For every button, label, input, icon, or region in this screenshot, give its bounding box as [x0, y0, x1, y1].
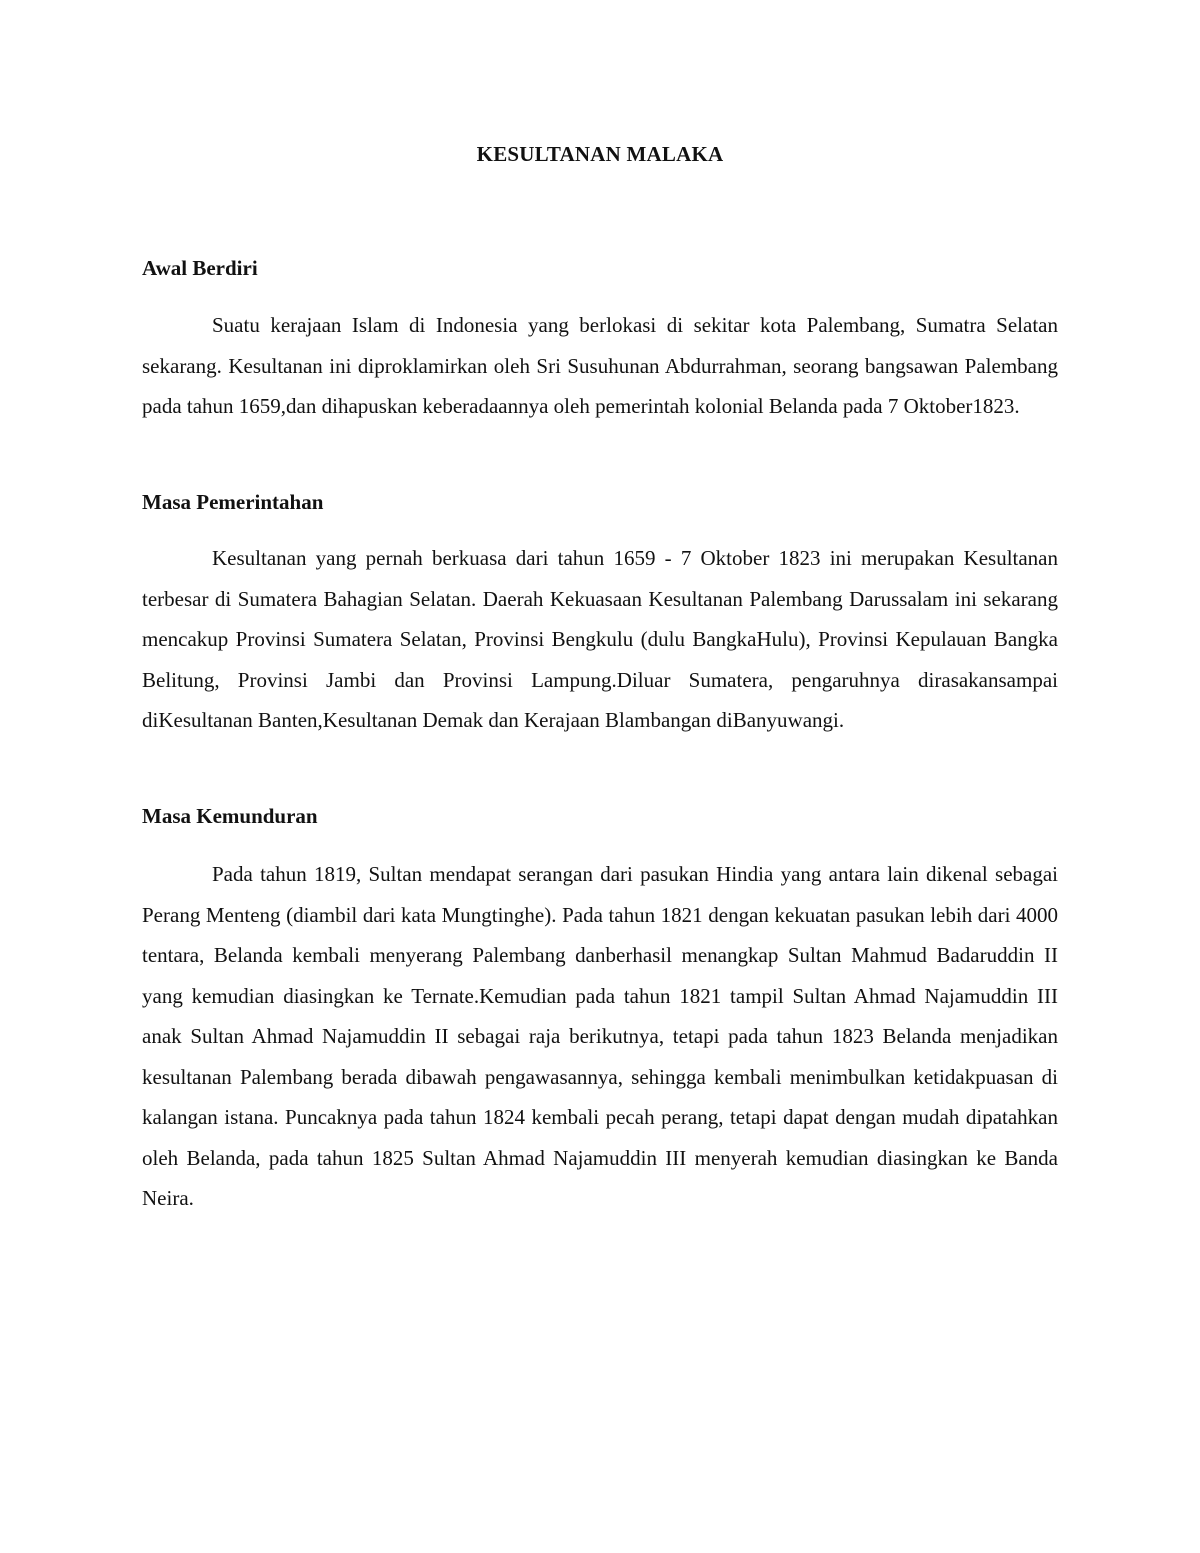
section-body-masa-kemunduran: Pada tahun 1819, Sultan mendapat serangan dari pasukan Hindia yang antara lain dikenal sebagai Perang Menteng (diambil dari kata Mungtinghe). Pada tahun 1821 dengan kekuatan pasukan lebih dari 4000 tentara, Belanda kembali menyerang Palembang danberhasil menangkap Sultan Mahmud Badaruddin II yang kemudian diasingkan ke Ternate.Kemudian pada tahun 1821 tampil Sultan Ahmad Najamuddin III anak Sultan Ahmad Najamuddin II sebagai raja berikutnya, tetapi pada tahun 1823 Belanda menjadikan kesultanan Palembang berada dibawah pengawasannya, sehingga kembali menimbulkan ketidakpuasan di kalangan istana. Puncaknya pada tahun 1824 kembali pecah perang, tetapi dapat dengan mudah dipatahkan oleh Belanda, pada tahun 1825 Sultan Ahmad Najamuddin III menyerah kemudian diasingkan ke Banda Neira.: [142, 862, 1058, 1210]
section-body-awal-berdiri: Suatu kerajaan Islam di Indonesia yang berlokasi di sekitar kota Palembang, Sumatra Selatan sekarang. Kesultanan ini diproklamirkan oleh Sri Susuhunan Abdurrahman, seorang bangsawan Palembang pada tahun 1659,dan dihapuskan keberadaannya oleh pemerintah kolonial Belanda pada 7 Oktober1823.: [142, 313, 1058, 418]
section-heading-awal-berdiri: Awal Berdiri: [142, 256, 258, 280]
section-heading-masa-kemunduran: Masa Kemunduran: [142, 804, 318, 828]
section-heading-masa-pemerintahan: Masa Pemerintahan: [142, 490, 324, 514]
document-title: KESULTANAN MALAKA: [476, 142, 724, 166]
section-body-masa-pemerintahan: Kesultanan yang pernah berkuasa dari tahun 1659 - 7 Oktober 1823 ini merupakan Kesultanan terbesar di Sumatera Bahagian Selatan. Daerah Kekuasaan Kesultanan Palembang Darussalam ini sekarang mencakup Provinsi Sumatera Selatan, Provinsi Bengkulu (dulu BangkaHulu), Provinsi Kepulauan Bangka Belitung, Provinsi Jambi dan Provinsi Lampung.Diluar Sumatera, pengaruhnya dirasakansampai diKesultanan Banten,Kesultanan Demak dan Kerajaan Blambangan diBanyuwangi.: [142, 546, 1058, 732]
